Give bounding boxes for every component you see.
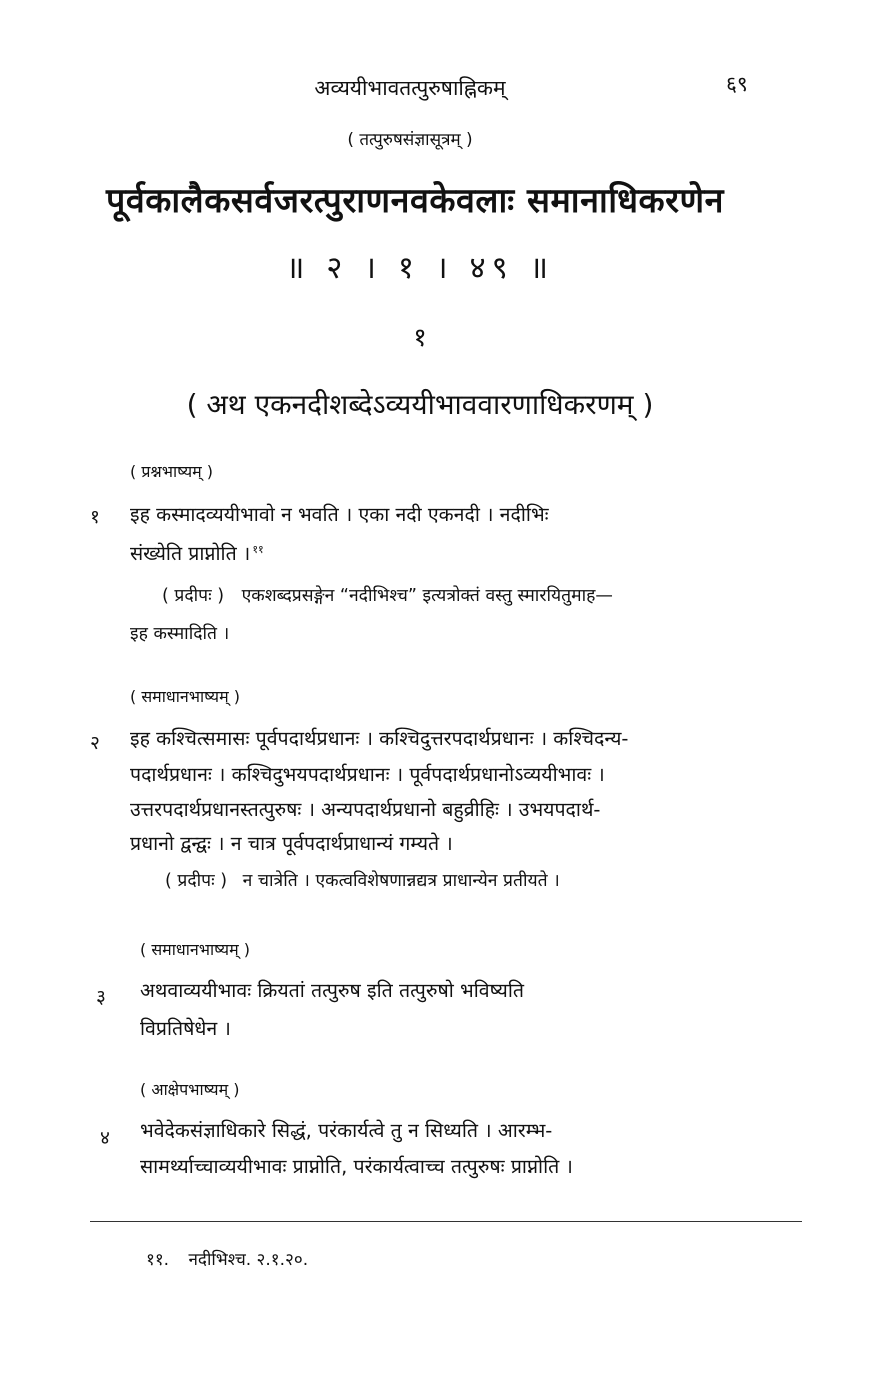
section-number: २ xyxy=(90,732,100,754)
pradipa-label: ( प्रदीपः ) xyxy=(165,871,228,891)
section-number: ३ xyxy=(96,986,106,1008)
pradipa-line xyxy=(162,583,613,607)
footnote xyxy=(146,1247,308,1270)
bhashya-text: पदार्थप्रधानः । कश्चिदुभयपदार्थप्रधानः । पूर्वपदार्थप्रधानोऽव्ययीभावः । xyxy=(130,763,605,786)
section-label: ( प्रश्नभाष्यम् ) xyxy=(130,462,213,481)
sutra-text: पूर्वकालैकसर्वजरत्पुराणनवकेवलाः समानाधिकरणेन xyxy=(106,181,724,221)
bhashya-line xyxy=(130,539,264,566)
page-number: ६९ xyxy=(726,72,748,96)
adhikarana-title: ( अथ एकनदीशब्देऽव्ययीभाववारणाधिकरणम् ) xyxy=(186,388,654,421)
running-header-title: अव्ययीभावतत्पुरुषाह्निकम् xyxy=(314,76,506,100)
bhashya-text: भवेदेकसंज्ञाधिकारे सिद्धं, परंकार्यत्वे तु न सिध्यति । आरम्भ- xyxy=(140,1119,553,1142)
pradipa-text: न चात्रेति । एकत्वविशेषणान्नद्यत्र प्राधान्येन प्रतीयते । xyxy=(242,871,560,891)
section-label: ( समाधानभाष्यम् ) xyxy=(130,687,240,706)
footnote-number: ११. xyxy=(146,1250,170,1270)
pradipa-line xyxy=(165,868,560,892)
adhikarana-number: १ xyxy=(413,323,427,353)
section-label: ( आक्षेपभाष्यम् ) xyxy=(140,1080,240,1099)
pradipa-text: एकशब्दप्रसङ्गेन “नदीभिश्च” इत्यत्रोक्तं वस्तु स्मारयितुमाह— xyxy=(241,586,613,606)
bhashya-text: इह कश्चित्समासः पूर्वपदार्थप्रधानः । कश्चिदुत्तरपदार्थप्रधानः । कश्चिदन्य- xyxy=(130,727,629,750)
section-label: ( समाधानभाष्यम् ) xyxy=(140,940,250,959)
bhashya-text: विप्रतिषेधेन । xyxy=(140,1017,231,1040)
bhashya-text: प्रधानो द्वन्द्वः । न चात्र पूर्वपदार्थप्राधान्यं गम्यते । xyxy=(130,832,453,855)
footnote-text: नदीभिश्च. २.१.२०. xyxy=(188,1250,309,1270)
bhashya-text: संख्येति प्राप्नोति । xyxy=(130,542,251,565)
bhashya-text: उत्तरपदार्थप्रधानस्तत्पुरुषः । अन्यपदार्थप्रधानो बहुव्रीहिः । उभयपदार्थ- xyxy=(130,798,601,821)
bhashya-text: अथवाव्ययीभावः क्रियतां तत्पुरुष इति तत्पुरुषो भविष्यति xyxy=(140,979,525,1002)
section-number: ४ xyxy=(100,1127,110,1149)
pradipa-text: इह कस्मादिति । xyxy=(130,624,230,644)
sutra-tag: ( तत्पुरुषसंज्ञासूत्रम् ) xyxy=(347,130,473,150)
footnote-marker: ११ xyxy=(252,542,264,556)
footnote-rule xyxy=(90,1221,802,1222)
bhashya-line xyxy=(130,500,790,527)
pradipa-label: ( प्रदीपः ) xyxy=(162,586,225,606)
bhashya-text: इह कस्मादव्ययीभावो न भवति । एका नदी एकनदी । नदीभिः xyxy=(130,503,549,526)
sutra-number: ॥ २ । १ । ४९ ॥ xyxy=(285,250,555,286)
bhashya-text: सामर्थ्याच्चाव्ययीभावः प्राप्नोति, परंकार्यत्वाच्च तत्पुरुषः प्राप्नोति । xyxy=(140,1155,573,1178)
section-number: १ xyxy=(90,506,100,528)
